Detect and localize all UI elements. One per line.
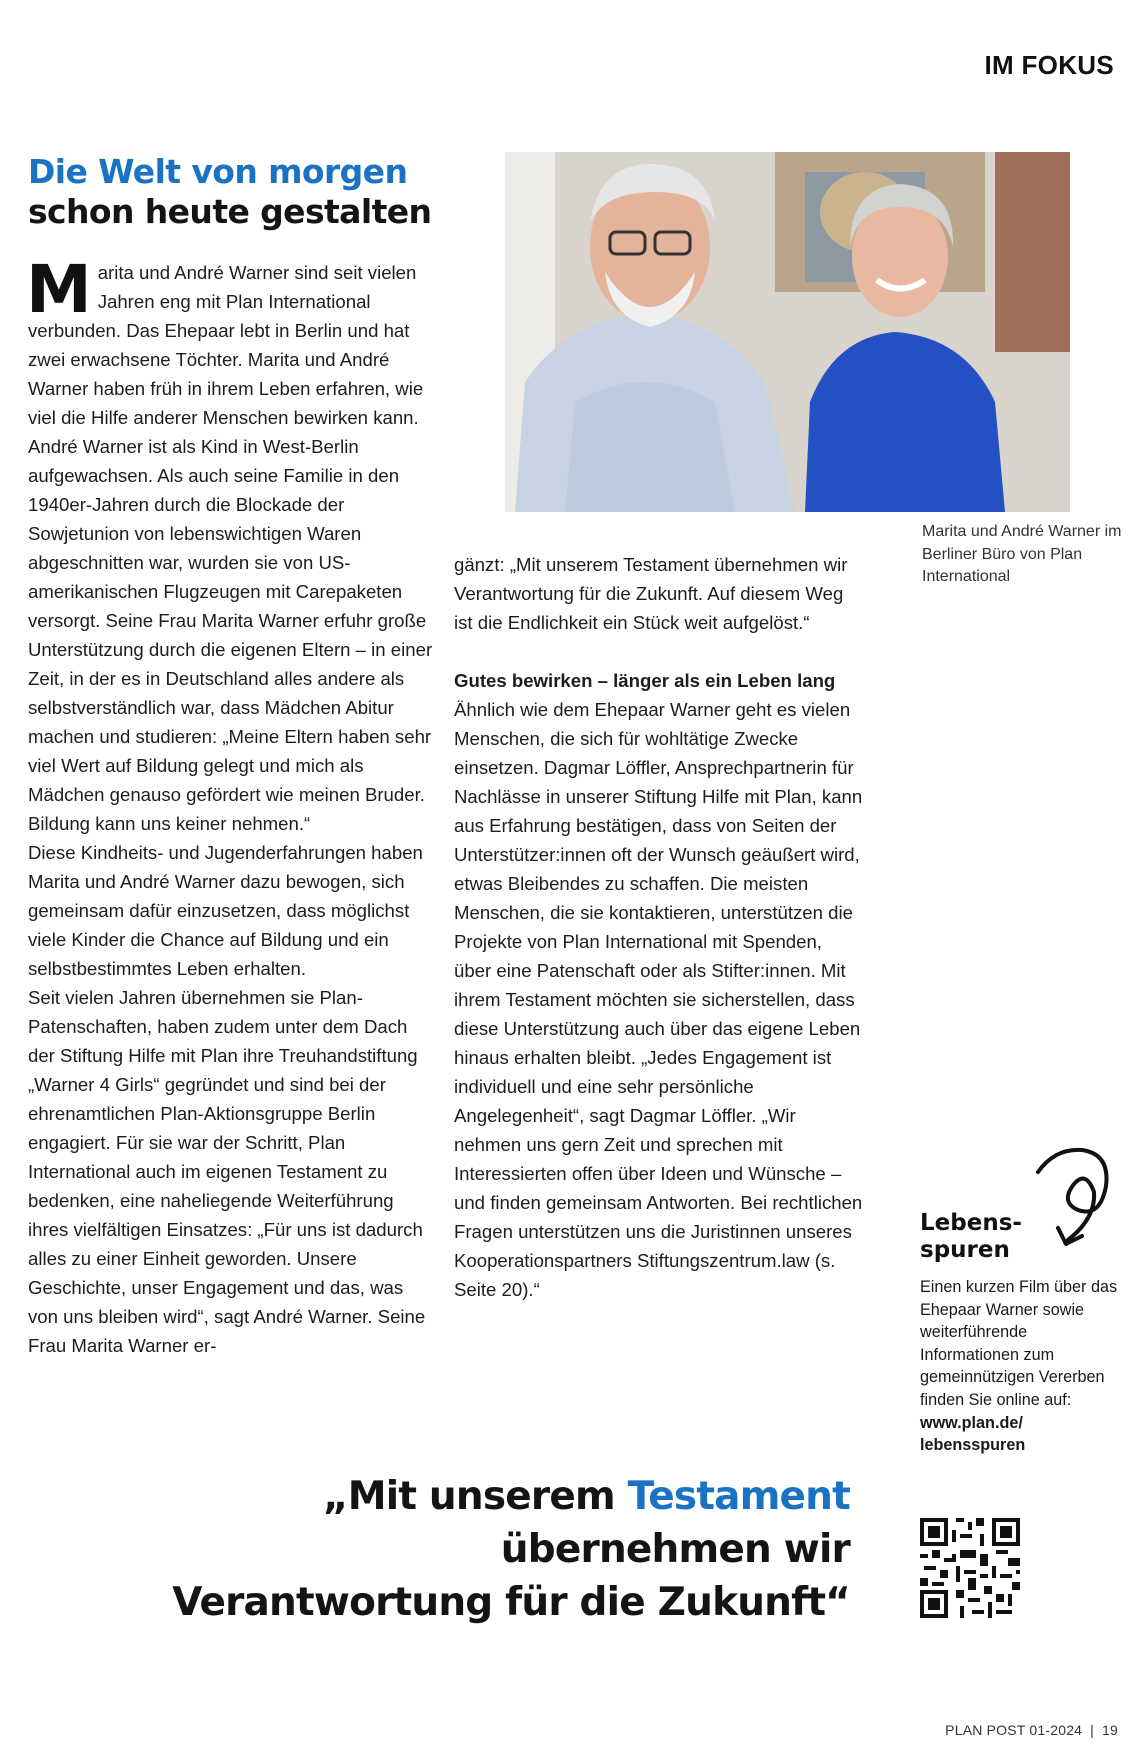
pull-quote-line-3: Verantwortung für die Zukunft“ [172, 1580, 850, 1625]
headline-line-1: Die Welt von morgen [28, 152, 408, 191]
qr-code-icon[interactable] [920, 1518, 1020, 1618]
sidebar-link[interactable]: www.plan.de/ lebensspuren [920, 1413, 1026, 1455]
page-footer [945, 1722, 1118, 1738]
sidebar-title: Lebens-spuren [920, 1210, 1022, 1263]
page-number: 19 [1102, 1722, 1118, 1738]
paragraph-2: Diese Kindheits- und Jugenderfahrungen haben Marita und André Warner dazu bewogen, sich gemeinsam dafür einzusetzen, dass möglichst viele Kinder die Chance auf Bildung und ein selbstbestimmtes Leben erhalten. [28, 842, 423, 979]
paragraph-intro-text: arita und André Warner sind seit vielen Jahren eng mit Plan International verbunden. Das Ehepaar lebt in Berlin und hat zwei erwachsene Töchter. Marita und André Warner haben früh in ihrem Leben erfahren, wie viel die Hilfe anderer Menschen bewirken kann. André Warner ist als Kind in West-Berlin aufgewachsen. Als auch seine Familie in den 1940er-Jahren durch die Blockade der Sowjetunion von lebenswichtigen Waren abgeschnitten war, wurden sie von US-amerikanischen Flugzeugen mit Carepaketen versorgt. Seine Frau Marita Warner erfuhr große Unterstützung durch die eigenen Eltern – in einer Zeit, in der es in Deutschland alles andere als selbstverständlich war, dass Mädchen Abitur machen und studieren: „Meine Eltern haben sehr viel Wert auf Bildung gelegt und mich als Mädchen genauso gefördert wie meinen Bruder. Bildung kann uns keiner nehmen.“ [28, 262, 433, 834]
paragraph-intro [26, 251, 433, 838]
paragraph-4: Ähnlich wie dem Ehepaar Warner geht es vielen Menschen, die sich für wohltätige Zwecke einsetzen. Dagmar Löffler, Ansprechpartnerin für Nachlässe in unserer Stiftung Hilfe mit Plan, kann aus Erfahrung bestätigen, dass von Seiten der Unterstützer:innen oft der Wunsch geäußert wird, etwas Bleibendes zu schaffen. Die meisten Menschen, die sie kontaktieren, unterstützen die Projekte von Plan International mit Spenden, über eine Patenschaft oder als Stifter:innen. Mit ihrem Testament möchten sie sicherstellen, dass diese Unterstützung auch über das eigene Leben hinaus erhalten bleibt. „Jedes Engagement ist individuell und eine sehr persönliche Angelegenheit“, sagt Dagmar Löffler. „Wir nehmen uns gern Zeit und sprechen mit Interessierten offen über Ideen und Wünsche – und finden gemeinsam Antworten. Bei rechtlichen Fragen unterstützen uns die Juristinnen unseres Kooperationspartners Stiftungszentrum.law (s. Seite 20).“ [454, 699, 863, 1300]
sidebar-text [920, 1276, 1125, 1457]
pull-quote-highlight: Testament [627, 1474, 850, 1519]
paragraph-continued: gänzt: „Mit unserem Testament übernehmen wir Verantwortung für die Zukunft. Auf diesem Weg ist die Endlichkeit ein Stück weit aufgelöst.“ [454, 554, 848, 633]
sidebar-description: Einen kurzen Film über das Ehepaar Warner sowie weiterführende Informationen zum gemeinnützigen Vererben finden Sie online auf: [920, 1278, 1118, 1409]
subheading: Gutes bewirken – länger als ein Leben lang [454, 670, 836, 691]
paragraph-3: Seit vielen Jahren übernehmen sie Plan-Patenschaften, haben zudem unter dem Dach der Stiftung Hilfe mit Plan ihre Treuhandstiftung „Warner 4 Girls“ gegründet und sind bei der ehrenamtlichen Plan-Aktionsgruppe Berlin engagiert. Für sie war der Schritt, Plan International auch im eigenen Testament zu bedenken, eine naheliegende Weiterführung ihres vielfältigen Einsatzes: „Für uns ist dadurch alles zu einer Einheit geworden. Unsere Geschichte, unser Engagement und das, was von uns bleiben wird“, sagt André Warner. Seine Frau Marita Warner er- [28, 987, 426, 1356]
article-column-2 [454, 550, 864, 1304]
drop-cap: M [26, 251, 92, 328]
pull-quote [150, 1470, 850, 1629]
pull-quote-line-1 [150, 1470, 850, 1523]
pull-quote-text: „Mit unserem [322, 1474, 628, 1519]
publication-name: PLAN POST 01-2024 [945, 1722, 1083, 1738]
footer-separator: | [1090, 1722, 1095, 1738]
couple-photo [505, 152, 1070, 512]
article-column-1 [26, 251, 433, 1360]
headline-line-2: schon heute gestalten [28, 192, 432, 232]
photo-caption: Marita und André Warner im Berliner Büro von Plan International [922, 523, 1122, 585]
section-label: IM FOKUS [984, 50, 1114, 80]
article-headline [28, 152, 488, 233]
pull-quote-line-2: übernehmen wir [500, 1527, 850, 1572]
